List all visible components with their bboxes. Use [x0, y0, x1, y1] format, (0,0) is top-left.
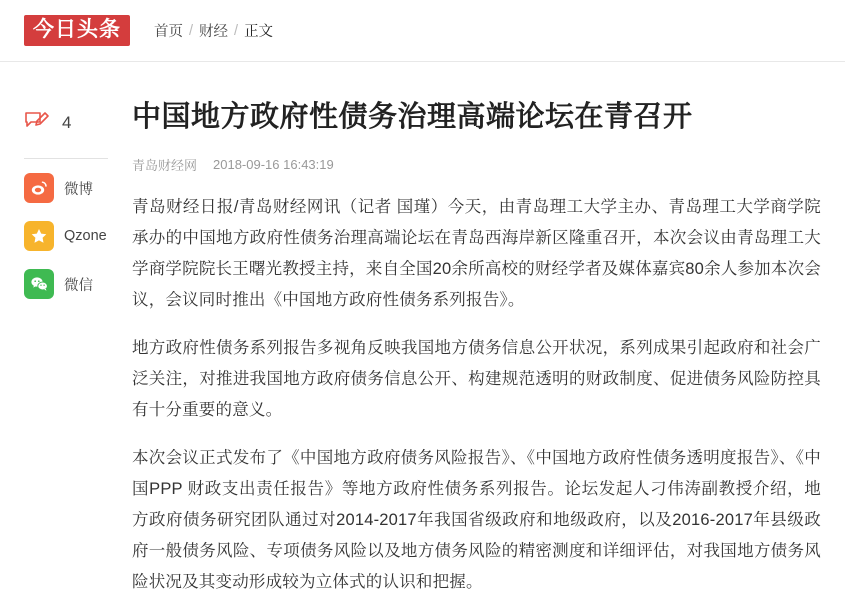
- article-paragraph: 本次会议正式发布了《中国地方政府债务风险报告》、《中国地方政府性债务透明度报告》、《中国PPP 财政支出责任报告》等地方政府性债务系列报告。论坛发起人刁伟涛副教授介绍，地方政府债务研究团队通过对2014-2017年我国省级政府和地级政府，以及2016-2017年县级政府一般债务风险、专项债务风险以及地方债务风险的精密测度和详细评估，对我国地方债务风险状况及其变动形成较为立体式的认识和把握。: [132, 449, 821, 592]
- breadcrumb-separator: /: [234, 22, 239, 39]
- article-source: 青岛财经网: [132, 158, 198, 174]
- share-item-wechat[interactable]: [24, 269, 132, 299]
- share-label-weibo: 微博: [64, 181, 93, 198]
- article: [132, 80, 845, 615]
- site-logo[interactable]: 今日头条: [24, 15, 130, 46]
- breadcrumb-item-article: 正文: [244, 24, 274, 40]
- comment-count: 4: [62, 113, 72, 132]
- article-meta: [132, 155, 821, 174]
- page-title: 中国地方政府性债务治理高端论坛在青召开: [132, 101, 693, 133]
- share-rail: [0, 80, 132, 615]
- breadcrumb-item-home[interactable]: 首页: [154, 24, 183, 40]
- rail-divider: [24, 158, 108, 159]
- article-timestamp: 2018-09-16 16:43:19: [213, 157, 334, 173]
- breadcrumb: [154, 20, 273, 41]
- article-paragraph: 青岛财经日报/青岛财经网讯（记者 国瑾）今天，由青岛理工大学主办、青岛理工大学商学院承办的中国地方政府性债务治理高端论坛在青岛西海岸新区隆重召开，本次会议由青岛理工大学商学院院长王曙光教授主持，来自全国20余所高校的财经学者及媒体嘉宾80余人参加本次会议，会议同时推出《中国地方政府性债务系列报告》。: [132, 198, 821, 310]
- share-label-wechat: 微信: [64, 277, 93, 294]
- wechat-icon: [24, 269, 54, 299]
- weibo-icon: [24, 173, 54, 203]
- breadcrumb-item-finance[interactable]: 财经: [199, 24, 229, 40]
- comment-button[interactable]: [24, 80, 132, 152]
- site-header: [0, 0, 845, 62]
- qzone-icon: [24, 221, 54, 251]
- content-area: [0, 62, 845, 615]
- breadcrumb-separator: /: [189, 22, 194, 39]
- share-item-qzone[interactable]: [24, 221, 132, 251]
- share-label-qzone: Qzone: [64, 228, 107, 244]
- comment-edit-icon: [24, 111, 50, 135]
- share-item-weibo[interactable]: [24, 173, 132, 203]
- article-body: [132, 192, 821, 598]
- article-paragraph: 地方政府性债务系列报告多视角反映我国地方债务信息公开状况，系列成果引起政府和社会广泛关注，对推进我国地方政府债务信息公开、构建规范透明的财政制度、促进债务风险防控具有十分重要的意义。: [132, 339, 821, 420]
